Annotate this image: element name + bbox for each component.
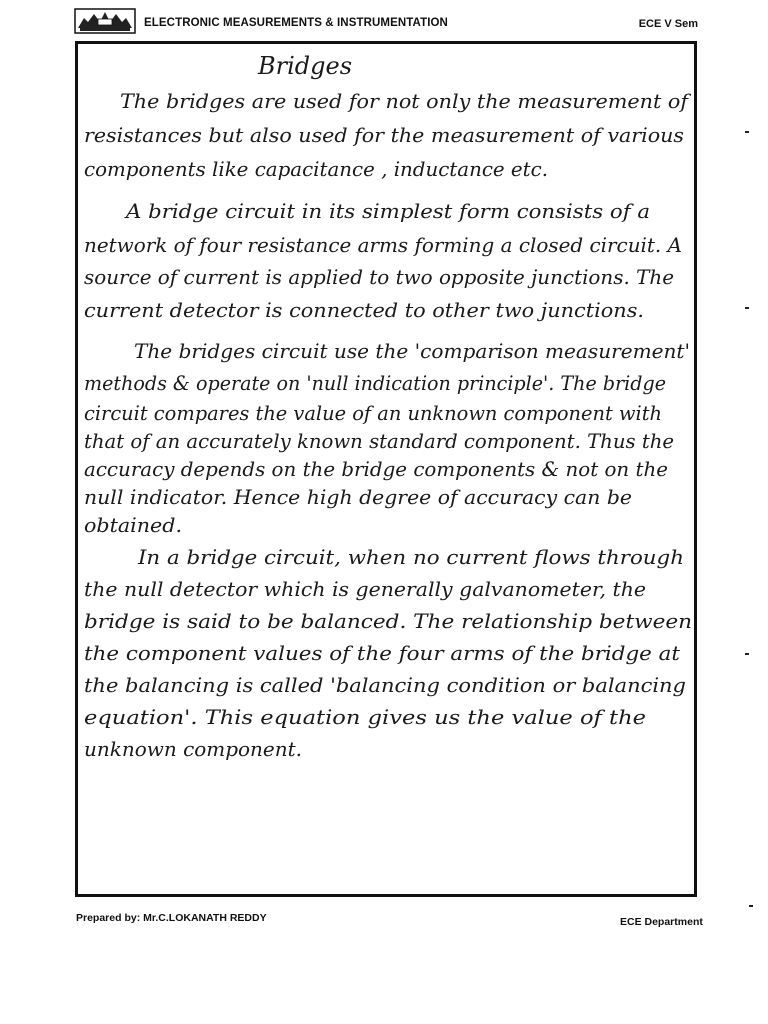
header-semester: ECE V Sem (638, 18, 698, 30)
note-line: current detector is connected to other two junctions. (84, 298, 644, 322)
scan-mark (745, 653, 749, 655)
footer-prepared-by: Prepared by: Mr.C.LOKANATH REDDY (76, 912, 267, 924)
note-line: The bridges are used for not only the measurement of (120, 89, 692, 113)
note-line: the balancing is called 'balancing condition or balancing (84, 673, 686, 697)
scan-mark (745, 131, 749, 133)
note-line: A bridge circuit in its simplest form consists of a (123, 199, 651, 223)
scan-mark (749, 905, 753, 907)
note-line: circuit compares the value of an unknown component with (84, 401, 662, 425)
page-header (72, 6, 704, 38)
header-course-title: ELECTRONIC MEASUREMENTS & INSTRUMENTATION (144, 17, 448, 29)
scan-mark (745, 307, 749, 309)
note-line: accuracy depends on the bridge components & not on the (84, 457, 668, 481)
note-line: bridge is said to be balanced. The relationship between (84, 609, 692, 633)
note-line: the null detector which is generally galvanometer, the (84, 577, 646, 601)
note-line: network of four resistance arms forming a closed circuit. A (84, 233, 682, 257)
note-line: resistances but also used for the measurement of various (84, 123, 684, 147)
note-line: In a bridge circuit, when no current flows through (136, 545, 685, 569)
footer-department: ECE Department (620, 916, 703, 928)
note-line: unknown component. (84, 737, 302, 761)
notes-heading: Bridges (258, 52, 353, 80)
handwritten-notes (78, 44, 694, 894)
note-line: the component values of the four arms of the bridge at (84, 641, 682, 665)
note-line: components like capacitance , inductance etc. (84, 157, 548, 181)
note-line: that of an accurately known standard component. Thus the (84, 429, 674, 453)
note-line: null indicator. Hence high degree of accuracy can be (84, 485, 632, 509)
note-line: obtained. (84, 513, 182, 537)
note-line: equation'. This equation gives us the value of the (84, 705, 646, 729)
note-line: methods & operate on 'null indication principle'. The bridge (84, 371, 666, 395)
note-line: The bridges circuit use the 'comparison measurement' (134, 339, 690, 363)
college-crest-icon (74, 8, 136, 34)
content-frame (75, 41, 697, 897)
note-line: source of current is applied to two opposite junctions. The (84, 265, 674, 289)
